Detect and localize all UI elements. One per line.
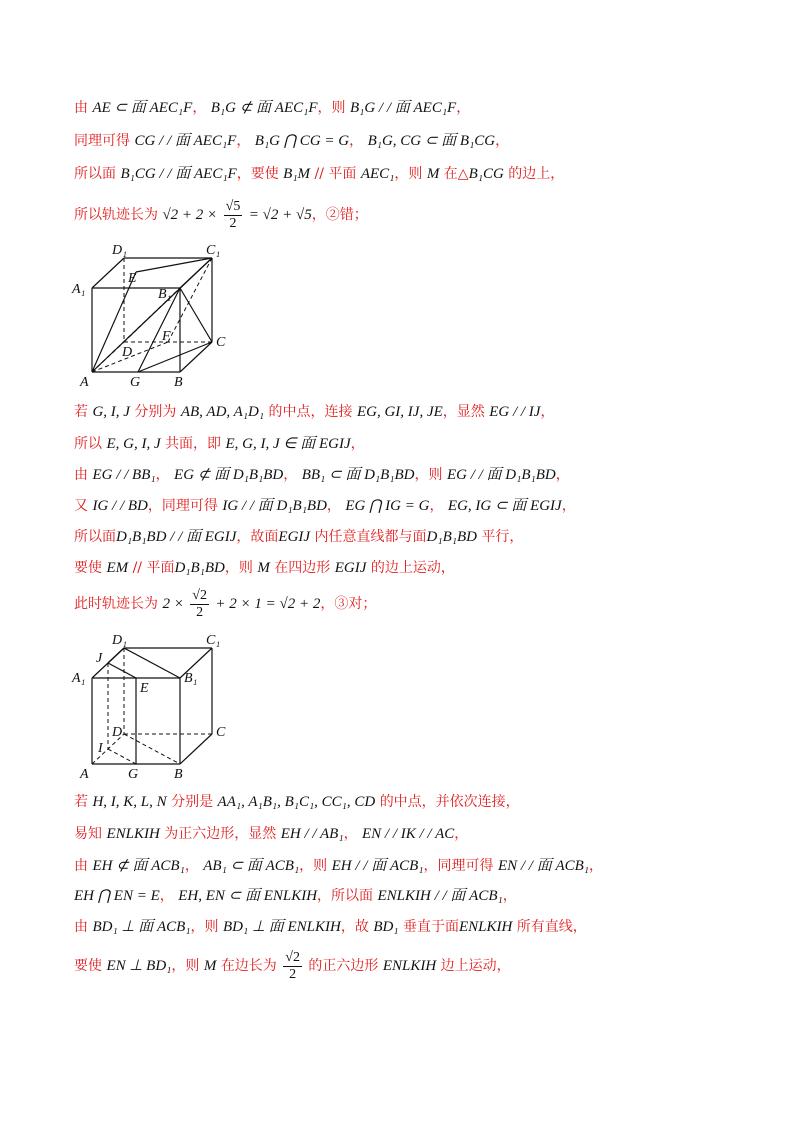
text: 垂直于面	[402, 919, 459, 935]
label-D: D	[122, 345, 133, 360]
text-line	[74, 585, 376, 623]
label-F: F	[162, 329, 171, 344]
text-line	[74, 792, 520, 812]
label-D1: D₁	[112, 633, 127, 648]
math: + 2 × 1 = √2 + 2	[215, 596, 321, 612]
text-line	[74, 947, 511, 985]
denominator: 2	[229, 215, 237, 231]
label-G: G	[128, 767, 139, 782]
math: IG / / BD	[92, 498, 148, 514]
math: ENLKIH	[382, 958, 437, 974]
text: 由	[74, 100, 88, 116]
text: 由	[74, 919, 88, 935]
label-C1: C₁	[206, 633, 221, 648]
text: 为正六边形，显然	[164, 826, 277, 842]
text-line	[74, 558, 455, 578]
text-line	[74, 434, 365, 454]
text: 在△	[443, 166, 469, 182]
text-line	[74, 465, 570, 485]
text: ，则	[394, 166, 423, 182]
label-D: D	[112, 725, 123, 740]
math: M	[426, 166, 440, 182]
text-line	[74, 527, 523, 547]
text: 的中点，并依次连接，	[379, 794, 520, 810]
math: EN ⊥ BD₁	[106, 958, 172, 974]
numerator: √5	[225, 198, 241, 214]
text: ，显然	[442, 404, 485, 420]
math: EM	[106, 560, 129, 576]
math: EH / / 面 ACB₁	[331, 858, 424, 874]
text: ，	[495, 133, 510, 149]
text: ，	[454, 826, 469, 842]
math: EH ⋂ EN = E	[74, 888, 160, 904]
text: 若	[74, 794, 88, 810]
text: 的边上运动，	[370, 560, 455, 576]
text: 边上运动，	[440, 958, 511, 974]
math: M	[203, 958, 217, 974]
fraction	[224, 199, 243, 232]
label-E: E	[140, 681, 149, 696]
text: 在边长为	[220, 958, 277, 974]
math: EH / / AB₁	[280, 826, 344, 842]
text: ，	[192, 100, 207, 116]
math: EN / / 面 ACB₁	[497, 858, 590, 874]
text-line	[74, 98, 470, 118]
text: 所以轨迹长为	[74, 207, 158, 223]
math: ENLKIH	[106, 826, 160, 842]
text: ，	[540, 404, 555, 420]
math: AE ⊂ 面 AEC₁F	[92, 100, 193, 116]
math: AB, AD, A₁D₁	[180, 404, 265, 420]
label-D1: D₁	[112, 243, 127, 258]
text: 要使	[74, 958, 102, 974]
math: B₁G, CG ⊂ 面 B₁CG	[367, 133, 496, 149]
label-A1: A₁	[72, 671, 86, 686]
text: ，	[456, 100, 471, 116]
math: EG / / BB₁	[92, 467, 156, 483]
math: D₁B₁BD / / 面 EGIJ	[116, 529, 237, 545]
math: M	[257, 560, 270, 576]
denominator: 2	[289, 966, 297, 982]
text-line	[74, 856, 603, 876]
text: 同理可得	[74, 133, 130, 149]
math: AEC₁	[360, 166, 395, 182]
math: ENLKIH / / 面 ACB₁	[377, 888, 503, 904]
math: IG / / 面 D₁B₁BD	[222, 498, 327, 514]
text-line	[74, 164, 564, 184]
math: B₁G ⊄ 面 AEC₁F	[210, 100, 318, 116]
math: BD₁ ⊥ 面 ACB₁	[92, 919, 191, 935]
math: √2 + 2 ×	[162, 207, 218, 223]
text: 此时轨迹长为	[74, 596, 158, 612]
label-C: C	[216, 335, 226, 350]
math: 2 ×	[162, 596, 184, 612]
cube-figure-1	[64, 238, 244, 390]
text: ，③对；	[320, 596, 377, 612]
label-E: E	[128, 271, 137, 286]
text: ，	[589, 858, 604, 874]
text: ，同理可得	[423, 858, 494, 874]
text: 所以面	[74, 529, 116, 545]
math: G, I, J	[92, 404, 130, 420]
text: ，	[236, 133, 251, 149]
text: // 平面	[314, 166, 357, 182]
text-line	[74, 496, 576, 516]
text: ，	[561, 498, 576, 514]
text: ，	[429, 498, 444, 514]
math: E, G, I, J	[106, 436, 161, 452]
text: // 平面	[132, 560, 175, 576]
text: ，	[184, 858, 199, 874]
label-A: A	[80, 767, 89, 782]
math: EG, IG ⊂ 面 EGIJ	[447, 498, 562, 514]
math: B₁CG	[468, 166, 504, 182]
math: H, I, K, L, N	[92, 794, 167, 810]
text-line	[74, 131, 509, 151]
label-C: C	[216, 725, 226, 740]
math: B₁G / / 面 AEC₁F	[349, 100, 457, 116]
text: 要使	[74, 560, 102, 576]
math: B₁G ⋂ CG = G	[254, 133, 350, 149]
text: 由	[74, 858, 88, 874]
text: ，	[155, 467, 170, 483]
math: D₁B₁BD	[426, 529, 477, 545]
math: BB₁ ⊂ 面 D₁B₁BD	[301, 467, 415, 483]
math: EH, EN ⊂ 面 ENLKIH	[178, 888, 318, 904]
math: EG / / 面 D₁B₁BD	[446, 467, 556, 483]
text: ，所以面	[317, 888, 374, 904]
text: ，则	[171, 958, 200, 974]
text: ，	[502, 888, 517, 904]
text: ，	[343, 826, 358, 842]
text: 的正六边形	[308, 958, 379, 974]
label-B1: B₁	[184, 671, 198, 686]
math: EH ⊄ 面 ACB₁	[92, 858, 185, 874]
text: ，	[350, 436, 365, 452]
text: ，则	[317, 100, 346, 116]
text: 分别为	[134, 404, 177, 420]
text: ，	[349, 133, 364, 149]
label-B1: B₁	[158, 287, 172, 302]
math: AB₁ ⊂ 面 ACB₁	[203, 858, 300, 874]
text: ，	[159, 888, 174, 904]
math: EG, GI, IJ, JE	[356, 404, 443, 420]
label-A: A	[80, 375, 89, 390]
math: EGIJ	[334, 560, 367, 576]
text: 若	[74, 404, 88, 420]
math: BD₁	[373, 919, 399, 935]
text: 所以面	[74, 166, 116, 182]
text: 平行，	[481, 529, 524, 545]
label-J: J	[96, 651, 103, 666]
text: ，则	[414, 467, 443, 483]
fraction	[283, 950, 302, 983]
math: = √2 + √5	[248, 207, 312, 223]
text: ，	[555, 467, 570, 483]
math: D₁B₁BD	[174, 560, 225, 576]
text: 易知	[74, 826, 102, 842]
math: EG ⋂ IG = G	[345, 498, 430, 514]
math: ENLKIH	[458, 919, 513, 935]
text-line	[74, 886, 517, 906]
text-line	[74, 824, 468, 844]
label-B: B	[174, 375, 183, 390]
label-G: G	[130, 375, 141, 390]
math: B₁CG / / 面 AEC₁F	[120, 166, 237, 182]
numerator: √2	[285, 949, 300, 965]
text: 的中点，连接	[268, 404, 353, 420]
text: 分别是	[171, 794, 214, 810]
text-line	[74, 196, 368, 234]
text: ，则	[299, 858, 328, 874]
math: CG / / 面 AEC₁F	[134, 133, 237, 149]
math: BD₁ ⊥ 面 ENLKIH	[222, 919, 341, 935]
denominator: 2	[196, 604, 204, 620]
text: 又	[74, 498, 88, 514]
text: ，故	[340, 919, 369, 935]
text-line	[74, 402, 554, 422]
label-I: I	[98, 741, 103, 756]
text: ，则	[190, 919, 219, 935]
math: EN / / IK / / AC	[362, 826, 455, 842]
text: ，要使	[236, 166, 279, 182]
text: 在四边形	[274, 560, 331, 576]
text: 的边上，	[508, 166, 565, 182]
fraction	[190, 588, 209, 621]
text: 所有直线，	[516, 919, 587, 935]
text-line	[74, 917, 587, 937]
label-A1: A₁	[72, 282, 86, 297]
text: 由	[74, 467, 88, 483]
math: EGIJ	[278, 529, 311, 545]
text: ，	[283, 467, 298, 483]
text: 所以	[74, 436, 102, 452]
math: EG ⊄ 面 D₁B₁BD	[174, 467, 284, 483]
math: B₁M	[283, 166, 311, 182]
math: AA₁, A₁B₁, B₁C₁, CC₁, CD	[217, 794, 376, 810]
numerator: √2	[192, 587, 207, 603]
math: EG / / IJ	[489, 404, 541, 420]
text: ，	[326, 498, 341, 514]
text: ，故面	[236, 529, 279, 545]
label-C1: C₁	[206, 243, 221, 258]
text: 共面，即	[165, 436, 222, 452]
text: 内任意直线都与面	[314, 529, 427, 545]
text: ，则	[224, 560, 253, 576]
label-B: B	[174, 767, 183, 782]
text: ，②错；	[311, 207, 368, 223]
math: E, G, I, J ∈ 面 EGIJ	[225, 436, 351, 452]
text: ，同理可得	[147, 498, 218, 514]
cube-figure-2	[64, 630, 244, 782]
